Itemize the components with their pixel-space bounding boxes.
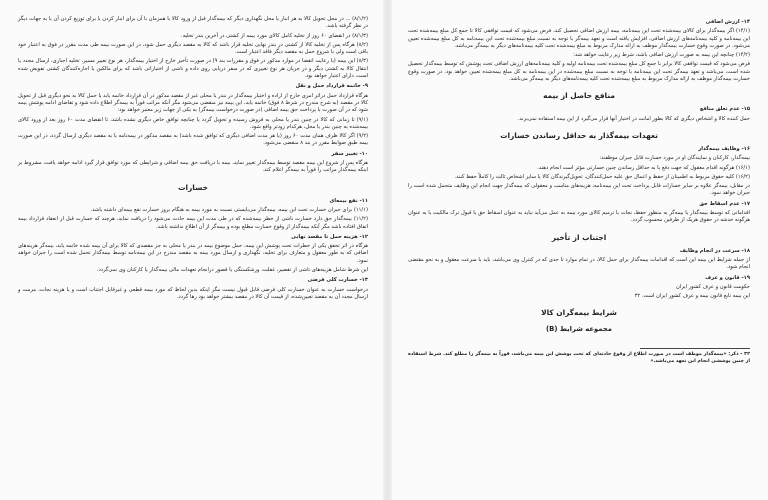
paragraph: (۱۱/۱) برای جبران خسارت تحت این بیمه، بیمه‌گذار می‌بایستی نسبت به مورد بیمه به هنگام بروز خسارت نفع بیمه‌ای داشته باشد. bbox=[90, 206, 368, 213]
footnote-divider bbox=[640, 348, 750, 349]
footnote: ۳۲ - ذکر: «بیمه‌گذار موظف است در صورت اطلاع از وقوع حادثه‌ای که تحت پوشش این بیمه می‌باشد، فوراً به بیمه‌گر را مطلع کند. شرط استفاده از چنین پوششی انجام این تعهد می‌باشد.» bbox=[408, 352, 750, 364]
item-title: ۱۹- قانون و عرف bbox=[705, 274, 750, 281]
claims-section bbox=[18, 198, 368, 302]
paragraph: اقداماتی که توسط بیمه‌گذار یا بیمه‌گر به منظور حفظ، نجات یا ترمیم کالای مورد بیمه به عمل می‌آید نباید به عنوان اسقاط حق یا قبول ترک مالکیت یا به عنوان هرگونه خدشه در حقوق هریک از طرفین محسوب گردد. bbox=[408, 210, 750, 224]
paragraph: (۱۶/۲) کلیه حقوق مربوط به اطمینان از حفظ و اعمال حق علیه حمل‌کنندگان، تحویل‌گیرندگان کالا یا سایر اشخاص ثالث را کاملاً حفظ کنند. bbox=[454, 173, 750, 180]
paragraph: در مقابل، بیمه‌گر علاوه بر سایر خسارات قابل پرداخت تحت این بیمه‌نامه، هزینه‌های مناسب و معقولی که بیمه‌گذار جهت انجام این وظایف متحمل شده است را جبران خواهد نمود. bbox=[408, 183, 750, 197]
right-page bbox=[392, 0, 768, 500]
item9-section bbox=[18, 83, 368, 147]
item-title: ۱۴- ارزش اضافی bbox=[705, 19, 750, 25]
paragraph: این بیمه تابع قانون بیمه و عرف کشور ایران است. ۳۲ bbox=[634, 293, 750, 300]
paragraph: (۱۴/۲) چنانچه این بیمه به صورت ارزش اضافی باشد، شرط زیر رعایت خواهد شد: bbox=[573, 52, 750, 59]
duty-section bbox=[408, 146, 750, 225]
delay-section bbox=[408, 248, 750, 301]
paragraph: (۹/۱) تا زمانی که کالا در چنین بندر یا محلی به فروش رسیده و تحویل گردد یا چنانچه توافق خاص دیگری نشده باشد، تا انقضای مدت ۶۰ روز بعد از ورود کالای بیمه‌شده به چنین بندر یا محل، هرکدام زودتر واقع شود. bbox=[18, 116, 368, 130]
item10-section bbox=[18, 151, 368, 175]
paragraph: (۸/۲) هرگاه پس از تخلیه کالا از کشتی در بندر نهایی تخلیه قرار باشد که کالا به مقصد دیگری حمل شود، در این صورت بیمه طی مدت مقرر در فوق به اعتبار خود باقی است ولی با شروع حمل به مقصد دیگر فاقد اعتبار است. bbox=[18, 41, 368, 56]
paragraph: این شرط شامل هزینه‌های ناشی از تقصیر، غفلت، ورشکستگی یا قصور درانجام تعهدات مالی بیمه‌گذار یا کارکنان وی نمی‌گردد. bbox=[96, 267, 368, 274]
item-title: ۱۸- سرعت در انجام وظایف bbox=[679, 247, 750, 254]
left-top-section bbox=[18, 16, 368, 80]
item-title: ۱۶- وظایف بیمه‌گذار bbox=[698, 145, 750, 152]
page-gutter bbox=[383, 0, 392, 500]
paragraph: (۱۴/۱) اگر بیمه‌گذار برای کالای بیمه‌شده تحت این بیمه‌نامه، بیمه ارزش اضافی تحصیل کند، فرض می‌شود که قیمت توافقی کالا تا جمع کل مبلغ بیمه‌شده تحت این بیمه‌نامه و کلیه بیمه‌نامه‌های ارزش اضافی، افزایش یافته است و تعهد بیمه‌گر با توجه به نسبت مبلغ بیمه‌شده تحت این بیمه‌نامه به کل مبلغ بیمه‌شده تعیین می‌شود. در صورت وقوع خسارت بیمه‌گذار موظف به ارائه مدارک مربوط به مبلغ بیمه‌شده تحت کلیه بیمه‌نامه‌های دیگر به بیمه‌گر می‌باشد. bbox=[408, 28, 750, 49]
paragraph: (۱۱/۲) بیمه‌گذار حق دارد خسارت ناشی از خطر بیمه‌شده که در طی مدت این بیمه حادث می‌شود را دریافت نماید، هرچند که خسارت قبل از انعقاد قرارداد بیمه اتفاق افتاده باشد مگر آنکه بیمه‌گذار از وقوع خسارت مطلع بوده و بیمه‌گر از آن اطلاع نداشته باشد. bbox=[18, 216, 368, 230]
claims-heading: خسارات bbox=[178, 182, 208, 192]
paragraph: هرگاه پس از شروع این بیمه مقصد توسط بیمه‌گذار تغییر نماید، بیمه با دریافت حق بیمه اضافی و شرایطی که مورد توافق قرار گیرد ادامه خواهد یافت، مشروط بر اینکه بیمه‌گذار مراتب را فوراً به بیمه‌گر اعلام کند. bbox=[18, 160, 368, 174]
paragraph: بیمه‌گذار، کارکنان و نمایندگان او در مورد خسارت قابل جبران موظفند: bbox=[599, 155, 750, 162]
item-title: ۱۱- نفع بیمه‌ای bbox=[329, 197, 368, 204]
item-title: ۱۷- عدم اسقاط حق bbox=[699, 200, 750, 207]
paragraph: از جمله شرایط این بیمه این است که اقدامات بیمه‌گذار برای حمل کالا، در تمام موارد تا حدی که در کنترل وی می‌باشد، باید با سرعت معقول و به نحو مقتضی انجام شود. bbox=[408, 256, 750, 271]
benefit-heading: منافع حاصل از بیمه bbox=[543, 91, 615, 101]
item10-title: ۱۰- تغییر سفر bbox=[331, 150, 368, 157]
paragraph: هرگاه در اثر تحقق یکی از خطرات تحت پوشش این بیمه، حمل موضوع بیمه در بندر یا محلی به جز مقصدی که کالا برای آن بیمه شده خاتمه یابد، بیمه‌گر هزینه‌های اضافی که به طور معقول و متعارف برای تخلیه، نگهداری و ارسال مورد بیمه به مقصد مندرج در این بیمه‌نامه توسط بیمه‌گذار تحمل شده است را جبران خواهد نمود. bbox=[18, 243, 368, 264]
delay-heading: اجتناب از تأخیر bbox=[551, 232, 607, 242]
paragraph: درخواست خسارت به عنوان خسارت کلی فرضی قابل قبول نیست مگر اینکه بدین لحاظ که مورد بیمه قطعی و غیرقابل اجتناب است و یا هزینه نجات، مرمت و ارسال مجدد آن به مقصد تعیین‌شده، از قیمت آن کالا در مقصد بیشتر خواهد بود رها گردد. bbox=[18, 286, 368, 300]
item-title: ۱۲- هزینه حمل تا مقصد نهایی bbox=[291, 233, 368, 240]
duty-heading: تعهدات بیمه‌گذار به حداقل رساندن خسارات bbox=[500, 130, 658, 140]
conditions-heading: شرایط بیمه‌گران کالا bbox=[541, 308, 617, 318]
paragraph: (۸/۱/۲) ... در محل تحویل کالا به هر انبار یا محل نگهداری دیگر که بیمه‌گذار قبل از ورود کالا یا همزمان با آن برای انبار کردن یا برای توزیع کردن آن یا به جهات دیگر در نظر گرفته باشد. bbox=[18, 16, 368, 30]
paragraph: فرض می‌شود که قیمت توافقی کالا برابر با جمع کل مبلغ بیمه‌شده تحت بیمه‌نامه اولیه و کلیه بیمه‌نامه‌های ارزش اضافی تحت پوشش که توسط بیمه‌گذار تحصیل شده است، می‌باشد و تعهد بیمه‌گر تحت این بیمه‌نامه با توجه به نسبت مبلغ بیمه‌شده در این بیمه‌نامه به کل مبلغ بیمه‌شده تعیین خواهد بود. در صورت وقوع خسارت بیمه‌گذار موظف به ارائه مدارک مربوط به مبلغ بیمه‌شده تحت کلیه بیمه‌نامه‌های دیگر به بیمه‌گر می‌باشد. bbox=[408, 61, 750, 83]
item9-title: ۹- خاتمه قرارداد حمل و نقل bbox=[295, 83, 368, 90]
conditions-set-heading: مجموعه شرایط (B) bbox=[546, 325, 612, 334]
item-title: ۱۵- عدم تعلق منافع bbox=[699, 106, 750, 113]
paragraph: (۸/۱/۳) در انقضای ۶۰ روز از تخلیه کامل کالای مورد بیمه از کشتی در آخرین بندر تخلیه. bbox=[181, 32, 368, 39]
item-title: ۱۳- خسارت کلی فرضی bbox=[307, 277, 368, 284]
paragraph: (۱۶/۱) هرگونه اقدام معقول که جهت دفع یا به حداقل رساندن چنین خسارتی مؤثر است انجام دهند. bbox=[537, 164, 750, 171]
paragraph: حمل کننده کالا و اشخاص دیگری که کالا بطور امانت در اختیار آنها قرار می‌گیرد از این بیمه استفاده نمی‌برند. bbox=[517, 115, 750, 122]
right-top-section bbox=[408, 19, 750, 83]
paragraph: حکومت قانون و عرف کشور ایران bbox=[676, 283, 750, 290]
paragraph: (۹/۲) اگر کالا ظرف همان مدت ۶۰ روز (یا هر مدت اضافی دیگری که توافق شده باشد) به مقصد مذکور در بیمه‌نامه یا به مقصد دیگری ارسال گردد، در این صورت بیمه طبق ضوابط مقرر در بند ۸ منقضی می‌شود. bbox=[18, 133, 369, 147]
benefit-section bbox=[408, 106, 750, 123]
paragraph: هرگاه قرارداد حمل دراثر امری خارج از اراده و اختیار بیمه‌گذار در بندر یا محلی غیر از مقصد مذکور در آن قرارداد خاتمه یابد یا حمل کالا به نحو دیگری قبل از تحویل کالا در مقصد (به شرح مندرج در شرط ۸ فوق) خاتمه یابد، این بیمه نیز منقضی می‌شود مگر آنکه مراتب فوراً به بیمه‌گر اطلاع داده شود و تقاضای ادامه پوشش بیمه شود که در آن صورت با پرداخت حق بیمه اضافی (در صورت درخواست بیمه‌گر) به یکی از جهات زیر معتبر خواهد بود: bbox=[18, 92, 368, 114]
paragraph: (۸/۳) این بیمه (با رعایت انقضا در موارد مذکور در فوق و مقررات بند ۹) در صورت تأخیر خارج از اختیار بیمه‌گذار، هر نوع تغییر مسیر، تخلیه اجباری، ارسال مجدد یا انتقال کالا به کشتی دیگر و در جریان هر نوع تغییری که در سفر دریایی روی داده و ناشی از اختیاراتی باشد که برای مالکین یا اجاره‌کنندگان کشتی تفویض شده است، دارای اعتبار خواهد بود. bbox=[18, 58, 368, 80]
